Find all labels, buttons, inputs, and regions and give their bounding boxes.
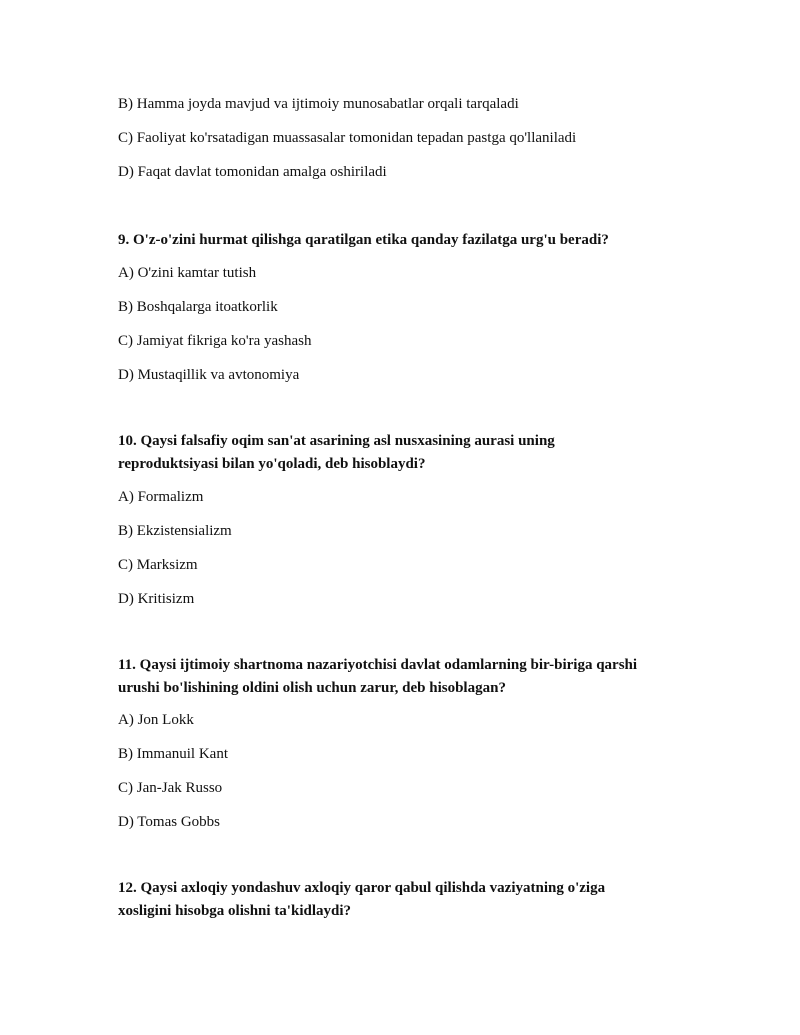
q11-option-c: C) Jan-Jak Russo <box>118 780 223 796</box>
question-11-title-line1: 11. Qaysi ijtimoiy shartnoma nazariyotchisi davlat odamlarning bir-biriga qarshi <box>118 657 638 673</box>
q9-option-c: C) Jamiyat fikriga ko'ra yashash <box>118 333 312 349</box>
question-12-title-line2: xosligini hisobga olishni ta'kidlaydi? <box>118 903 352 919</box>
question-11-title-line2: urushi bo'lishining oldini olish uchun zarur, deb hisoblagan? <box>118 680 506 696</box>
prev-option-b: B) Hamma joyda mavjud va ijtimoiy munosabatlar orqali tarqaladi <box>118 96 519 112</box>
question-10-title-line1: 10. Qaysi falsafiy oqim san'at asarining asl nusxasining aurasi uning <box>118 433 555 449</box>
question-9-title: 9. O'z-o'zini hurmat qilishga qaratilgan etika qanday fazilatga urg'u beradi? <box>118 232 609 248</box>
q10-option-c: C) Marksizm <box>118 557 198 573</box>
q10-option-b: B) Ekzistensializm <box>118 523 232 539</box>
q10-option-d: D) Kritisizm <box>118 591 195 607</box>
question-12-title-line1: 12. Qaysi axloqiy yondashuv axloqiy qaror qabul qilishda vaziyatning o'ziga <box>118 880 606 896</box>
q11-option-a: A) Jon Lokk <box>118 712 194 728</box>
q11-option-b: B) Immanuil Kant <box>118 746 228 762</box>
q9-option-d: D) Mustaqillik va avtonomiya <box>118 367 300 383</box>
prev-option-d: D) Faqat davlat tomonidan amalga oshiriladi <box>118 164 387 180</box>
q9-option-a: A) O'zini kamtar tutish <box>118 265 257 281</box>
question-10-title-line2: reproduktsiyasi bilan yo'qoladi, deb hisoblaydi? <box>118 456 426 472</box>
q9-option-b: B) Boshqalarga itoatkorlik <box>118 299 278 315</box>
q10-option-a: A) Formalizm <box>118 489 204 505</box>
q11-option-d: D) Tomas Gobbs <box>118 814 221 830</box>
prev-option-c: C) Faoliyat ko'rsatadigan muassasalar tomonidan tepadan pastga qo'llaniladi <box>118 130 577 146</box>
